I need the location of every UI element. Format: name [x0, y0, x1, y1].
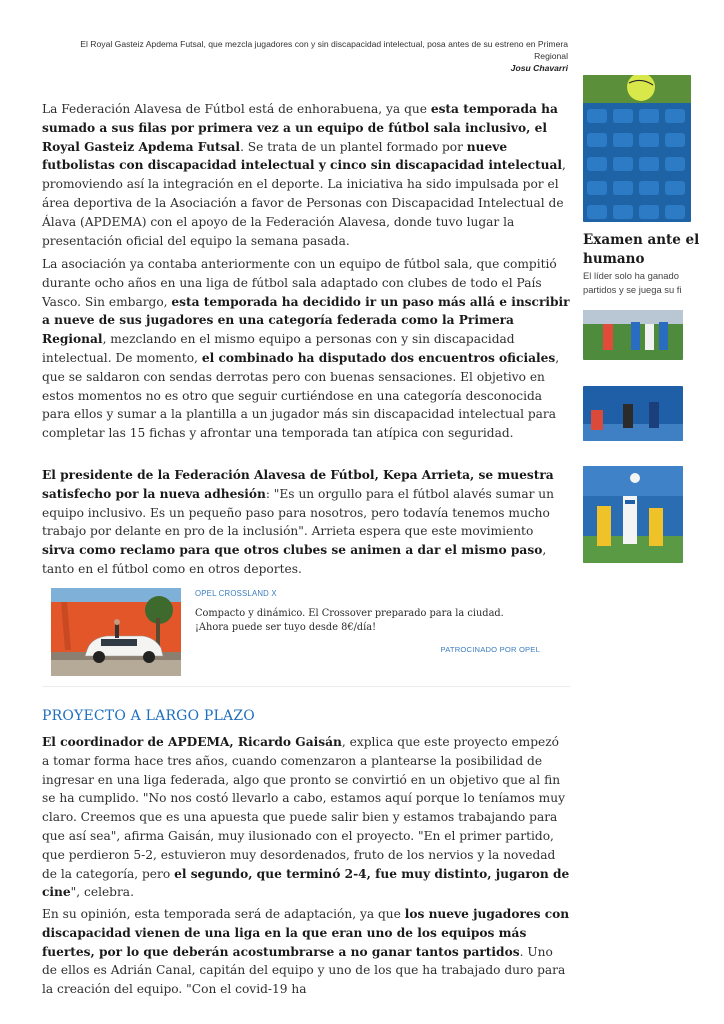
article-paragraph-4: El coordinador de APDEMA, Ricardo Gaisán, explica que este proyecto empezó a tomar forma hace tres años, cuando comenzaron a plantearse la posibilidad de ingresar en una liga federada, algo que pronto se convirtió en un objetivo que al fin se ha cumplido. "No nos costó llevarlo a cabo, estamos aquí porque lo teníamos muy claro. Creemos que es una apuesta que puede salir bien y estamos trabajando para que así sea", afirma Gaisán, muy ilusionado con el proyecto. "En el primer partido, que perdieron 5-2, estuvieron muy desordenados, fruto de los nervios y la novedad de la categoría, pero el segundo, que terminó 2-4, fue muy distinto, jugaron de cine", celebra.	[42, 735, 570, 900]
divider	[42, 686, 570, 687]
section-heading: PROYECTO A LARGO PLAZO	[42, 708, 255, 724]
photo-caption: El Royal Gasteiz Apdema Futsal, que mezcla jugadores con y sin discapacidad intelectual, posa antes de su estreno en Primera Regional	[80, 39, 568, 61]
sidebar-summary[interactable]: El líder solo ha ganado partidos y se juega su fi	[583, 270, 682, 295]
article-paragraph-3: El presidente de la Federación Alavesa de Fútbol, Kepa Arrieta, se muestra satisfecho por la nueva adhesión: "Es un orgullo para el fútbol alavés sumar un equipo inclusivo. Es un pequeño paso para nosotros, pero todavía tenemos mucho trabajo por delante en pro de la inclusión". Arrieta espera que este movimiento sirva como reclamo para que otros clubes se animen a dar el mismo paso, tanto en el fútbol como en otros deportes.	[42, 468, 555, 576]
sidebar-match-image-1[interactable]	[583, 310, 683, 360]
ad-brand-link[interactable]: OPEL CROSSLAND X	[195, 589, 277, 598]
sidebar-stadium-image[interactable]	[583, 75, 691, 222]
ad-sponsor-label: PATROCINADO POR OPEL	[440, 645, 540, 654]
photo-credit: Josu Chavarri	[510, 63, 568, 73]
sidebar-match-image-2[interactable]	[583, 386, 683, 441]
ad-description[interactable]: Compacto y dinámico. El Crossover preparado para la ciudad. ¡Ahora puede ser tuyo desde 8€/día!	[195, 608, 504, 633]
ad-car-image[interactable]	[51, 588, 181, 676]
sidebar-headline[interactable]: Examen ante el humano	[583, 232, 700, 267]
article-paragraph-5: En su opinión, esta temporada será de adaptación, ya que los nueve jugadores con discapacidad vienen de una liga en la que eran uno de los equipos más fuertes, por lo que deberán acostumbrarse a no ganar tantos partidos. Uno de ellos es Adrián Canal, capitán del equipo y uno de los que ha trabajado duro para la creación del equipo. "Con el covid-19 ha	[42, 907, 570, 997]
article-paragraph-1: La Federación Alavesa de Fútbol está de enhorabuena, ya que esta temporada ha sumado a sus filas por primera vez a un equipo de fútbol sala inclusivo, el Royal Gasteiz Apdema Futsal. Se trata de un plantel formado por nueve futbolistas con discapacidad intelectual y cinco sin discapacidad intelectual, promoviendo así la integración en el deporte. La iniciativa ha sido impulsada por el área deportiva de la Asociación a favor de Personas con Discapacidad Intelectual de Álava (APDEMA) con el apoyo de la Federación Alavesa, donde tuvo lugar la presentación oficial del equipo la semana pasada.	[42, 102, 566, 248]
sidebar-match-image-3[interactable]	[583, 466, 683, 563]
article-paragraph-2: La asociación ya contaba anteriormente con un equipo de fútbol sala, que compitió durante ocho años en una liga de fútbol sala adaptado con clubes de todo el País Vasco. Sin embargo, esta temporada ha decidido ir un paso más allá e inscribir a nueve de sus jugadores en una categoría federada como la Primera Regional, mezclando en el mismo equipo a personas con y sin discapacidad intelectual. De momento, el combinado ha disputado dos encuentros oficiales, que se saldaron con sendas derrotas pero con buenas sensaciones. El objetivo en estos momentos no es otro que seguir curtiéndose en una categoría desconocida para ellos y sumar a la plantilla a un jugador más sin discapacidad intelectual para completar las 15 fichas y afrontar una temporada tan atípica con seguridad.	[42, 257, 570, 441]
